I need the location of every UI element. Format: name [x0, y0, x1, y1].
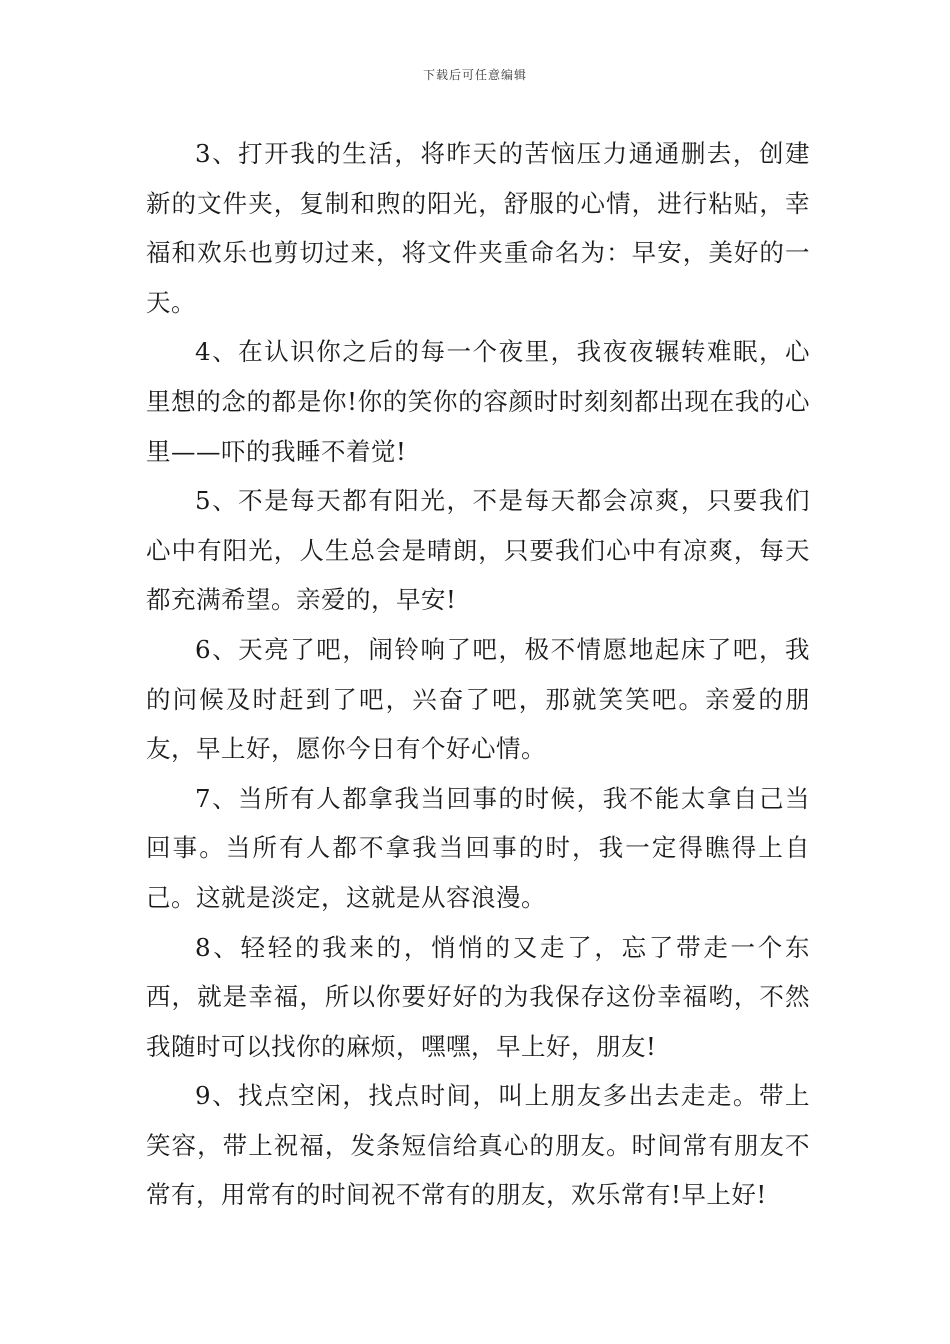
paragraph-4: 4、在认识你之后的每一个夜里，我夜夜辗转难眠，心里想的念的都是你!你的笑你的容颜时时刻刻都出现在我的心里——吓的我睡不着觉!: [146, 337, 810, 466]
paragraph-8: 8、轻轻的我来的，悄悄的又走了，忘了带走一个东西，就是幸福，所以你要好好的为我保存这份幸福哟，不然我随时可以找你的麻烦，嘿嘿，早上好，朋友!: [146, 932, 810, 1061]
paragraph-6: 6、天亮了吧，闹铃响了吧，极不情愿地起床了吧，我的问候及时赶到了吧，兴奋了吧，那就笑笑吧。亲爱的朋友，早上好，愿你今日有个好心情。: [146, 634, 810, 764]
document-body: [146, 129, 810, 1220]
paragraph-5: 5、不是每天都有阳光，不是每天都会凉爽，只要我们心中有阳光，人生总会是晴朗，只要我们心中有凉爽，每天都充满希望。亲爱的，早安!: [146, 486, 810, 615]
paragraph-3: 3、打开我的生活，将昨天的苦恼压力通通删去，创建新的文件夹，复制和煦的阳光，舒服的心情，进行粘贴，幸福和欢乐也剪切过来，将文件夹重命名为：早安，美好的一天。: [146, 139, 810, 317]
paragraph-9: 9、找点空闲，找点时间，叫上朋友多出去走走。带上笑容，带上祝福，发条短信给真心的朋友。时间常有朋友不常有，用常有的时间祝不常有的朋友，欢乐常有!早上好!: [146, 1081, 810, 1210]
paragraph-7: 7、当所有人都拿我当回事的时候，我不能太拿自己当回事。当所有人都不拿我当回事的时，我一定得瞧得上自己。这就是淡定，这就是从容浪漫。: [146, 783, 810, 912]
page-header: 下载后可任意编辑: [422, 68, 527, 82]
